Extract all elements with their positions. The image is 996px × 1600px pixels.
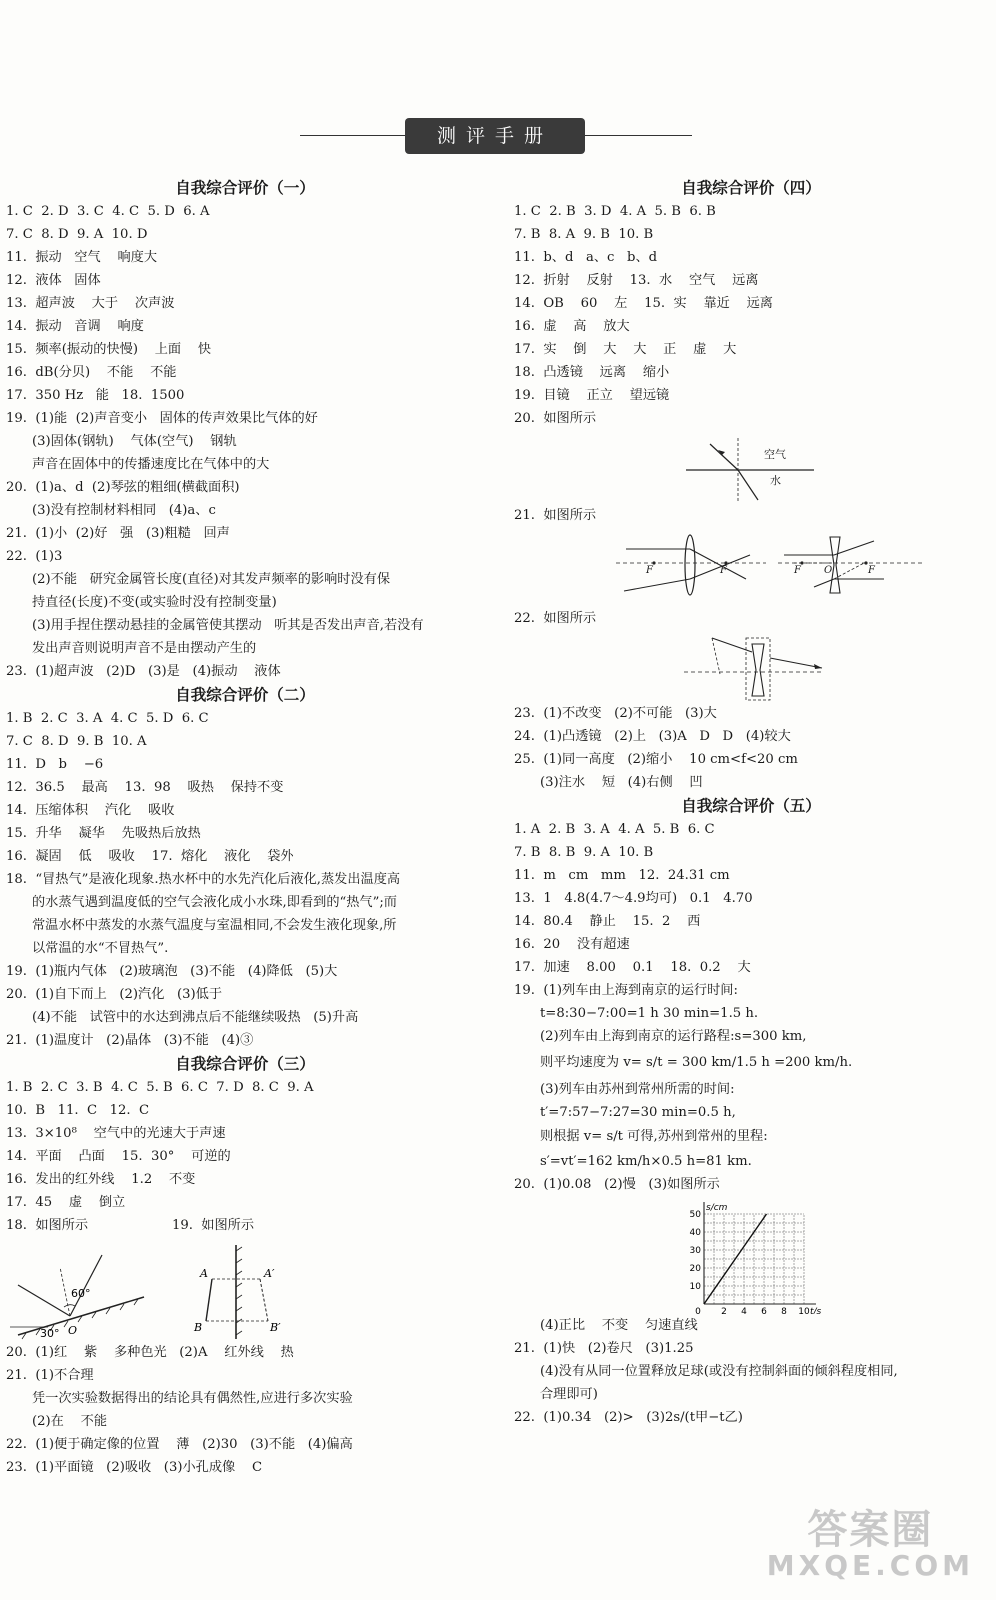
point-label-a-prime: A′	[264, 1267, 275, 1280]
figure-20-refraction	[514, 430, 988, 504]
x-tick-label: 6	[761, 1307, 767, 1314]
section-5-answers-cont	[514, 1314, 988, 1429]
section-3-answers	[6, 1076, 484, 1237]
answer-line: 14. 平面 凸面 15. 30° 可逆的	[6, 1149, 231, 1164]
y-tick-label: 10	[689, 1282, 701, 1292]
answer-line: 合理即可)	[540, 1387, 598, 1402]
watermark-top: 答案圈	[807, 1507, 934, 1553]
answer-line: 发出声音则说明声音不是由摆动产生的	[32, 641, 257, 656]
answer-line: 1. B 2. C 3. B 4. C 5. B 6. C 7. D 8. C 9. A	[6, 1080, 314, 1095]
answer-line: (2)列车由上海到南京的运行路程:s=300 km,	[540, 1029, 807, 1044]
y-tick-label: 30	[689, 1246, 701, 1256]
answer-line: 16. 虚 高 放大	[514, 319, 630, 334]
answer-line: 23. (1)超声波 (2)D (3)是 (4)振动 液体	[6, 664, 281, 679]
answer-line: 21. 如图所示	[514, 508, 597, 523]
answer-line: 14. 压缩体积 汽化 吸收	[6, 803, 175, 818]
answer-line: 25. (1)同一高度 (2)缩小 10 cm<f<20 cm	[514, 752, 798, 767]
answer-line: 13. 1 4.8(4.7～4.9均可) 0.1 4.70	[514, 891, 753, 906]
answer-line: 则根据 v= s/t 可得,苏州到常州的里程:	[540, 1129, 768, 1144]
section-2-answers	[6, 707, 484, 1052]
figures-18-19	[6, 1237, 484, 1341]
answer-line: (4)没有从同一位置释放足球(或没有控制斜面的倾斜程度相同,	[540, 1364, 898, 1379]
answer-line: (4)正比 不变 匀速直线	[540, 1318, 698, 1333]
x-tick-label: 10	[798, 1307, 810, 1314]
angle-label-top: 60°	[71, 1287, 91, 1300]
answer-line: 20. 如图所示	[514, 411, 597, 426]
answer-line: 声音在固体中的传播速度比在气体中的大	[32, 457, 270, 472]
answer-line: 11. D b −6	[6, 757, 104, 772]
answer-line: 持直径(长度)不变(或实验时没有控制变量)	[32, 595, 277, 610]
answer-line: 15. 升华 凝华 先吸热后放热	[6, 826, 201, 841]
answer-line: 19. (1)瓶内气体 (2)玻璃泡 (3)不能 (4)降低 (5)大	[6, 964, 338, 979]
y-axis-label: s/cm	[706, 1203, 728, 1213]
answer-line: 23. (1)不改变 (2)不可能 (3)大	[514, 706, 717, 721]
answer-line: 常温水杯中蒸发的水蒸气温度与室温相同,不会发生液化现象,所	[32, 918, 397, 933]
y-tick-label: 20	[689, 1264, 701, 1274]
x-axis-label: t/s	[810, 1307, 822, 1314]
figure-22-concave-lens	[514, 630, 988, 702]
point-label-b-prime: B′	[270, 1321, 281, 1334]
point-label-b: B	[194, 1321, 203, 1334]
figure-21-lenses	[514, 527, 988, 607]
answer-line: 11. b、d a、c b、d	[514, 250, 658, 265]
section-title-2: 自我综合评价（二）	[175, 686, 315, 704]
answer-line: 22. (1)3	[6, 549, 63, 564]
answer-line: 20. (1)红 紫 多种色光 (2)A 红外线 热	[6, 1345, 294, 1360]
answer-line: 18. 凸透镜 远离 缩小	[514, 365, 670, 380]
answer-line: 12. 折射 反射 13. 水 空气 远离	[514, 273, 759, 288]
answer-line: 16. dB(分贝) 不能 不能	[6, 365, 177, 380]
banner	[300, 118, 692, 154]
answer-line: 7. C 8. D 9. B 10. A	[6, 734, 147, 749]
x-tick-label: 2	[721, 1307, 727, 1314]
answer-line: 17. 实 倒 大 大 正 虚 大	[514, 342, 737, 357]
mirror-diagrams	[6, 1237, 484, 1341]
answer-line: 14. OB 60 左 15. 实 靠近 远离	[514, 296, 773, 311]
banner-title: 测评手册	[405, 118, 585, 154]
answer-line: 16. 凝固 低 吸收 17. 熔化 液化 袋外	[6, 849, 294, 864]
answer-line: 19. (1)能 (2)声音变小 固体的传声效果比气体的好	[6, 411, 318, 426]
answer-line: 15. 频率(振动的快慢) 上面 快	[6, 342, 212, 357]
answer-line: t′=7:57−7:27=30 min=0.5 h,	[540, 1105, 736, 1120]
y-tick-label: 50	[689, 1210, 701, 1220]
answer-line: (2)不能 研究金属管长度(直径)对其发声频率的影响时没有保	[32, 572, 391, 587]
section-1-answers	[6, 200, 484, 683]
label-air: 空气	[764, 448, 786, 461]
section-5-answers	[514, 818, 988, 1196]
st-graph-svg	[514, 1196, 988, 1314]
answer-line: 13. 3×10⁸ 空气中的光速大于声速	[6, 1126, 226, 1141]
answer-line: (3)列车由苏州到常州所需的时间:	[540, 1082, 735, 1097]
label-f-3: F	[794, 565, 801, 576]
answer-line: 24. (1)凸透镜 (2)上 (3)A D D (4)较大	[514, 729, 791, 744]
answer-line: 17. 45 虚 倒立	[6, 1195, 126, 1210]
section-4-answers-cont	[514, 702, 988, 794]
answer-line: 12. 36.5 最高 13. 98 吸热 保持不变	[6, 780, 284, 795]
answer-line: 10. B 11. C 12. C	[6, 1103, 150, 1118]
answer-line: 1. C 2. B 3. D 4. A 5. B 6. B	[514, 204, 716, 219]
answer-line: (4)不能 试管中的水达到沸点后不能继续吸热 (5)升高	[32, 1010, 359, 1025]
answer-line: 则平均速度为 v= s/t = 300 km/1.5 h =200 km/h.	[540, 1055, 853, 1070]
section-title-3: 自我综合评价（三）	[175, 1055, 315, 1073]
section-3-answers-cont	[6, 1341, 484, 1479]
right-column	[514, 176, 988, 1429]
x-tick-label: 4	[741, 1307, 747, 1314]
section-title-1: 自我综合评价（一）	[175, 179, 315, 197]
answer-line: 1. B 2. C 3. A 4. C 5. D 6. C	[6, 711, 209, 726]
answer-line: 17. 加速 8.00 0.1 18. 0.2 大	[514, 960, 751, 975]
answer-line: s′=vt′=162 km/h×0.5 h=81 km.	[540, 1154, 752, 1169]
label-f-1: F	[646, 565, 653, 576]
answer-line: (2)在 不能	[32, 1414, 108, 1429]
answer-line: 14. 80.4 静止 15. 2 西	[514, 914, 701, 929]
answer-line: 18. 如图所示 19. 如图所示	[6, 1218, 255, 1233]
answer-line: 22. (1)0.34 (2)> (3)2s/(t甲−t乙)	[514, 1410, 743, 1425]
answer-line: 凭一次实验数据得出的结论具有偶然性,应进行多次实验	[32, 1391, 353, 1406]
answer-line: 以常温的水“不冒热气”.	[32, 941, 169, 956]
answer-line: (3)固体(钢轨) 气体(空气) 钢轨	[32, 434, 237, 449]
answer-line: 18. “冒热气”是液化现象.热水杯中的水先汽化后液化,蒸发出温度高	[6, 872, 401, 887]
label-water: 水	[770, 474, 781, 487]
answer-line: 21. (1)快 (2)卷尺 (3)1.25	[514, 1341, 694, 1356]
answer-line: 19. 目镜 正立 望远镜	[514, 388, 670, 403]
answer-line: 22. 如图所示	[514, 611, 597, 626]
x-tick-label: 0	[695, 1307, 701, 1314]
answer-line: 1. A 2. B 3. A 4. A 5. B 6. C	[514, 822, 715, 837]
answer-line: 7. B 8. B 9. A 10. B	[514, 845, 654, 860]
answer-line: 13. 超声波 大于 次声波	[6, 296, 175, 311]
point-label-a: A	[200, 1267, 208, 1280]
label-f-2: F	[720, 565, 727, 576]
plane-mirror-diagram	[206, 1245, 268, 1339]
answer-line: 20. (1)a、d (2)琴弦的粗细(横截面积)	[6, 480, 240, 495]
banner-rule-left	[300, 135, 405, 136]
answer-line: t=8:30−7:00=1 h 30 min=1.5 h.	[540, 1006, 759, 1021]
answer-line: 12. 液体 固体	[6, 273, 101, 288]
section-4-answers	[514, 200, 988, 430]
answer-line: (3)没有控制材料相同 (4)a、c	[32, 503, 216, 518]
angle-label-left: 30°	[40, 1327, 60, 1340]
point-label-o: O	[68, 1324, 78, 1337]
label-f-4: F	[868, 565, 875, 576]
answer-line: 14. 振动 音调 响度	[6, 319, 144, 334]
answer-line: (3)用手捏住摆动悬挂的金属管使其摆动 听其是否发出声音,若没有	[32, 618, 424, 633]
answer-line: 23. (1)平面镜 (2)吸收 (3)小孔成像 C	[6, 1460, 263, 1475]
answer-line: 20. (1)自下而上 (2)汽化 (3)低于	[6, 987, 223, 1002]
figure-20-st-graph	[514, 1196, 988, 1314]
answer-line: 7. B 8. A 9. B 10. B	[514, 227, 654, 242]
answer-line: 19. (1)列车由上海到南京的运行时间:	[514, 983, 738, 998]
answer-line: 11. m cm mm 12. 24.31 cm	[514, 868, 730, 883]
answer-line: (3)注水 短 (4)右侧 凹	[540, 775, 703, 790]
answer-line: 11. 振动 空气 响度大	[6, 250, 158, 265]
left-column	[6, 176, 484, 1479]
answer-line: 1. C 2. D 3. C 4. C 5. D 6. A	[6, 204, 210, 219]
answer-line: 21. (1)不合理	[6, 1368, 94, 1383]
answer-line: 7. C 8. D 9. A 10. D	[6, 227, 148, 242]
label-o: O	[824, 565, 833, 576]
answer-line: 16. 20 没有超速	[514, 937, 630, 952]
y-tick-label: 40	[689, 1228, 701, 1238]
watermark	[767, 1498, 974, 1582]
answer-line: 16. 发出的红外线 1.2 不变	[6, 1172, 196, 1187]
section-title-4: 自我综合评价（四）	[681, 179, 821, 197]
answer-line: 17. 350 Hz 能 18. 1500	[6, 388, 185, 403]
section-title-5: 自我综合评价（五）	[681, 797, 821, 815]
answer-line: 21. (1)温度计 (2)晶体 (3)不能 (4)③	[6, 1033, 254, 1048]
answer-line: 22. (1)便于确定像的位置 薄 (2)30 (3)不能 (4)偏高	[6, 1437, 353, 1452]
banner-rule-right	[585, 135, 692, 136]
x-tick-label: 8	[781, 1307, 787, 1314]
answer-line: 20. (1)0.08 (2)慢 (3)如图所示	[514, 1177, 720, 1192]
answer-line: 的水蒸气遇到温度低的空气会液化成小水珠,即看到的“热气”;而	[32, 895, 397, 910]
watermark-bottom: MXQE.COM	[766, 1549, 974, 1582]
answer-line: 21. (1)小 (2)好 强 (3)粗糙 回声	[6, 526, 230, 541]
